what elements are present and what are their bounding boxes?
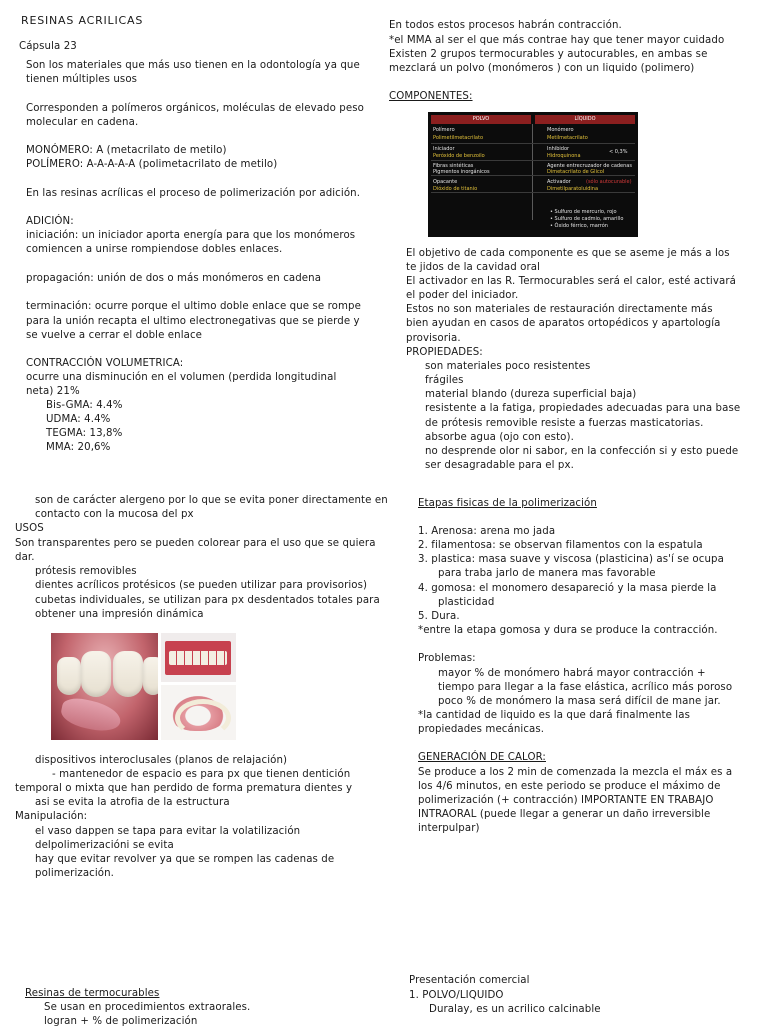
pigment-item: • Óxido férrico, marrón [550,223,608,229]
use-item: dientes acrílicos protésicos (se pueden utilizar para provisorios) [35,580,368,591]
paragraph-line: El objetivo de cada componente es que se aseme je más a los [406,248,730,259]
stage-item: 4. gomosa: el monomero desapareció y la masa pierde la [418,583,717,594]
table-cell: (sólo autocurable) [586,179,632,185]
paragraph-line: ocurre una disminución en el volumen (perdida longitudinal [26,372,337,383]
manipulacion-heading: Manipulación: [15,811,88,822]
paragraph-line: propagación: unión de dos o más monómeros en cadena [26,273,322,284]
paragraph-line: dar. [15,552,35,563]
table-cell: Opacante [433,179,458,185]
paragraph-line: se vuelve a cerrar el doble enlace [26,330,203,341]
paragraph-line: terminación: ocurre porque el ultimo doble enlace que se rompe [26,301,361,312]
table-cell: Monómero [547,127,574,133]
table-cell: < 0,3% [609,149,628,155]
paragraph-line: asi se evita la atrofia de la estructura [35,797,230,808]
property-item: material blando (dureza superficial baja) [425,389,637,400]
property-item: frágiles [425,375,464,386]
table-cell: Metilmetacrilato [547,135,588,141]
contraction-value: TEGMA: 13,8% [46,428,123,439]
property-item: son materiales poco resistentes [425,361,591,372]
table-cell: Inhibidor [547,146,570,152]
property-item: no desprende olor ni sabor, en la confección si y esto puede [425,446,739,457]
polymer-line: POLÍMERO: A-A-A-A-A (polimetacrilato de metilo) [26,159,278,170]
table-header-polvo: POLVO [431,115,531,124]
paragraph-line: En las resinas acrílicas el proceso de polimerización por adición. [26,188,361,199]
paragraph-line: mezclará un polvo (monómeros ) con un liquido (polimero) [389,63,695,74]
problems-note: *la cantidad de liquido es la que dará finalmente las [418,710,690,721]
table-cell: Peróxido de benzoilo [433,153,485,159]
table-header-liquido: LÍQUIDO [535,115,635,124]
use-item: cubetas individuales, se utilizan para px desdentados totales para [35,595,380,606]
usos-heading: USOS [15,523,44,534]
components-table [428,112,638,237]
property-item: absorbe agua (ojo con esto). [425,432,574,443]
paragraph-line: polimerización. [35,868,115,879]
table-cell: Dimetacrilato de Glicol [547,169,605,175]
presentacion-heading: Presentación comercial [409,975,530,986]
paragraph-line: INTRAORAL (puede llegar a generar un daño irreversible [418,809,711,820]
paragraph-line: molecular en cadena. [26,117,139,128]
paragraph-line: iniciación: un iniciador aporta energía para que los monómeros [26,230,356,241]
propiedades-heading: PROPIEDADES: [406,347,483,358]
contraction-value: MMA: 20,6% [46,442,111,453]
property-item: ser desagradable para el px. [425,460,574,471]
table-cell: Polimetilmetacrilato [433,135,483,141]
paragraph-line: logran + % de polimerización [44,1016,198,1027]
table-cell: Activador [547,179,571,185]
table-cell: Dimetilparatoluidina [547,186,599,192]
paragraph-line: el poder del iniciador. [406,290,519,301]
table-cell: Agente entrecruzador de cadenas [547,163,632,169]
problem-item: poco % de monómero la masa será difícil de mane jar. [438,696,721,707]
table-cell: Pigmentos inorgánicos [433,169,490,175]
calor-heading: GENERACIÓN DE CALOR: [418,752,546,763]
presentacion-item: 1. POLVO/LIQUIDO [409,990,504,1001]
pigment-item: • Sulfuro de cadmio, amarillo [550,216,624,222]
paragraph-line: Estos no son materiales de restauración directamente más [406,304,713,315]
table-cell: Iniciador [433,146,455,152]
use-item: prótesis removibles [35,566,137,577]
paragraph-line: dispositivos interoclusales (planos de relajación) [35,755,288,766]
paragraph-line: Existen 2 grupos termocurables y autocurables, en ambas se [389,49,708,60]
stage-item: plasticidad [438,597,495,608]
pigment-item: • Sulfuro de mercurio, rojo [550,209,617,215]
paragraph-line: el vaso dappen se tapa para evitar la volatilización [35,826,301,837]
stage-item: 3. plastica: masa suave y viscosa (plasticina) as'í se ocupa [418,554,724,565]
componentes-heading: COMPONENTES: [389,91,473,102]
paragraph-line: *el MMA al ser el que más contrae hay que tener mayor cuidado [389,35,725,46]
contraction-value: Bis-GMA: 4.4% [46,400,123,411]
problemas-heading: Problemas: [418,653,476,664]
property-item: resistente a la fatiga, propiedades adecuadas para una base [425,403,741,414]
intro-line: tienen múltiples usos [26,74,138,85]
paragraph-line: Se produce a los 2 min de comenzada la mezcla el máx es a [418,767,733,778]
paragraph-line: los 4/6 minutos, en este periodo se produce el máximo de [418,781,721,792]
termo-heading: Resinas de termocurables [25,988,160,999]
stage-item: 1. Arenosa: arena mo jada [418,526,556,537]
paragraph-line: El activador en las R. Termocurables será el calor, esté activará [406,276,736,287]
paragraph-line: Son transparentes pero se pueden colorear para el uso que se quiera [15,538,376,549]
paragraph-line: delpolimerizacióni se evita [35,840,174,851]
contraccion-heading: CONTRACCIÓN VOLUMETRICA: [26,358,184,369]
paragraph-line: hay que evitar revolver ya que se rompen las cadenas de [35,854,335,865]
acrylic-teeth-card-photo [161,633,236,682]
paragraph-line: te jidos de la cavidad oral [406,262,541,273]
adicion-heading: ADICIÓN: [26,216,74,227]
paragraph-line: - mantenedor de espacio es para px que tienen dentición [52,769,351,780]
paragraph-line: neta) 21% [26,386,80,397]
capsule-label: Cápsula 23 [19,41,77,52]
stage-item: 2. filamentosa: se observan filamentos con la espatula [418,540,703,551]
problem-item: mayor % de monómero habrá mayor contracción + [438,668,706,679]
paragraph-line: contacto con la mucosa del px [35,509,194,520]
paragraph-line: polimerización (+ contracción) IMPORTANTE EN TRABAJO [418,795,714,806]
stage-item: 5. Dura. [418,611,460,622]
page-title: RESINAS ACRILICAS [21,14,144,27]
table-cell: Fibras sintéticas [433,163,474,169]
paragraph-line: comiencen a unirse rompiendose dobles enlaces. [26,244,283,255]
presentacion-item: Duralay, es un acrilico calcinable [429,1004,601,1015]
paragraph-line: son de carácter alergeno por lo que se evita poner directamente en [35,495,388,506]
paragraph-line: provisoria. [406,333,461,344]
table-cell: Dióxido de titanio [433,186,478,192]
paragraph-line: temporal o mixta que han perdido de forma prematura dientes y [15,783,353,794]
problem-item: tiempo para llegar a la fase elástica, acrílico más poroso [438,682,733,693]
stages-note: *entre la etapa gomosa y dura se produce la contracción. [418,625,718,636]
contraction-value: UDMA: 4.4% [46,414,111,425]
paragraph-line: interpulpar) [418,823,480,834]
paragraph-line: para la unión recapta el ultimo electronegativas que se pierde y [26,316,360,327]
use-item: obtener una impresión dinámica [35,609,204,620]
paragraph-line: En todos estos procesos habrán contracción. [389,20,622,31]
paragraph-line: bien ayudan en casos de aparatos ortopédicos y apartología [406,318,721,329]
paragraph-line: Se usan en procedimientos extraorales. [44,1002,251,1013]
etapas-heading: Etapas fisicas de la polimerización [418,498,597,509]
denture-photo [161,685,236,740]
property-item: de prótesis removible resiste a fuerzas masticatorias. [425,418,704,429]
table-cell: Polímero [433,127,455,133]
problems-note: propiedades mecánicas. [418,724,545,735]
stage-item: para traba jarlo de manera mas favorable [438,568,656,579]
teeth-photo [51,633,158,740]
monomer-line: MONÓMERO: A (metacrilato de metilo) [26,145,227,156]
table-cell: Hidroquinona [547,153,581,159]
paragraph-line: Corresponden a polímeros orgánicos, moléculas de elevado peso [26,103,364,114]
intro-line: Son los materiales que más uso tienen en la odontología ya que [26,60,360,71]
